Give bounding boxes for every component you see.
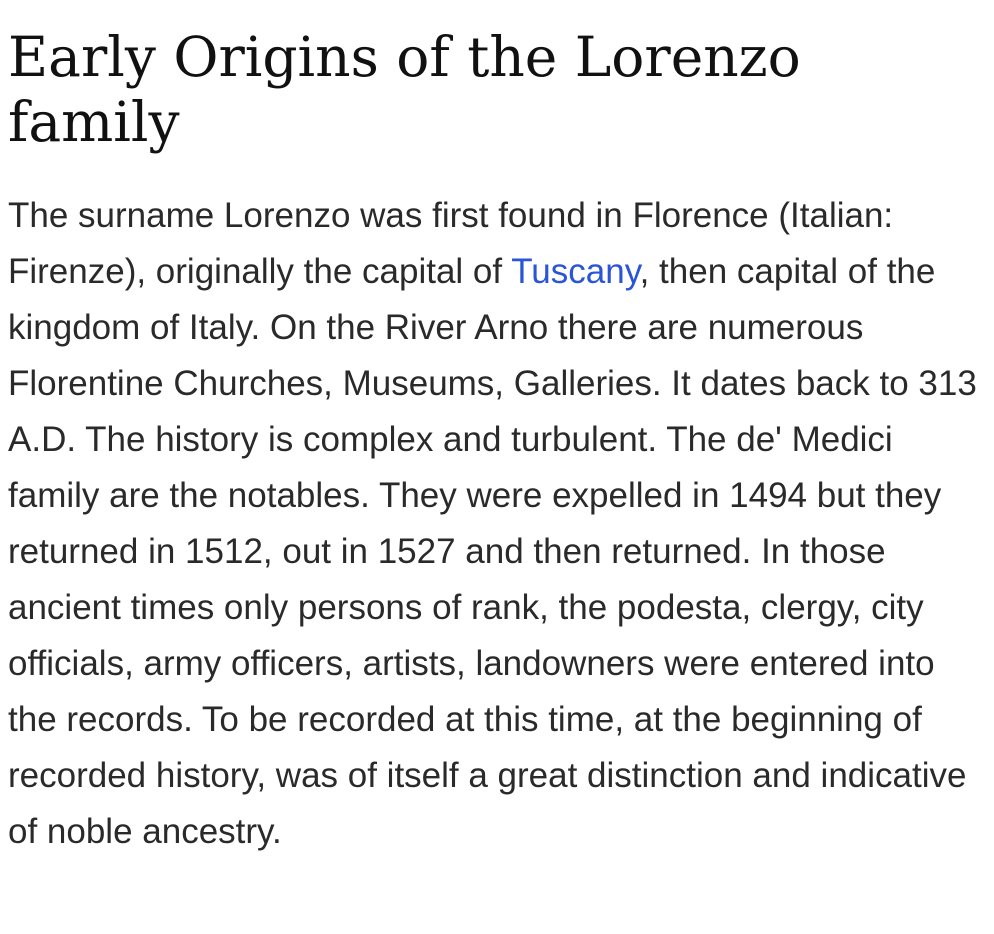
tuscany-link[interactable]: Tuscany xyxy=(511,252,640,291)
paragraph-text-after-link: , then capital of the kingdom of Italy. On the River Arno there are numerous Florentine Churches, Museums, Galleries. It dates back to 313 A.D. The history is complex and turbulent. The de' Medici family are the notables. They were expelled in 1494 but they returned in 1512, out in 1527 and then returned. In those ancient times only persons of rank, the podesta, clergy, city officials, army officers, artists, landowners were entered into the records. To be recorded at this time, at the beginning of recorded history, was of itself a great distinction and indicative of noble ancestry. xyxy=(8,252,977,851)
paragraph-text-before-link: The surname Lorenzo was first found in Florence (Italian: Firenze), originally the capital of xyxy=(8,196,894,291)
article-title: Early Origins of the Lorenzo family xyxy=(8,25,801,154)
article xyxy=(8,0,983,860)
article-paragraph xyxy=(8,188,983,860)
